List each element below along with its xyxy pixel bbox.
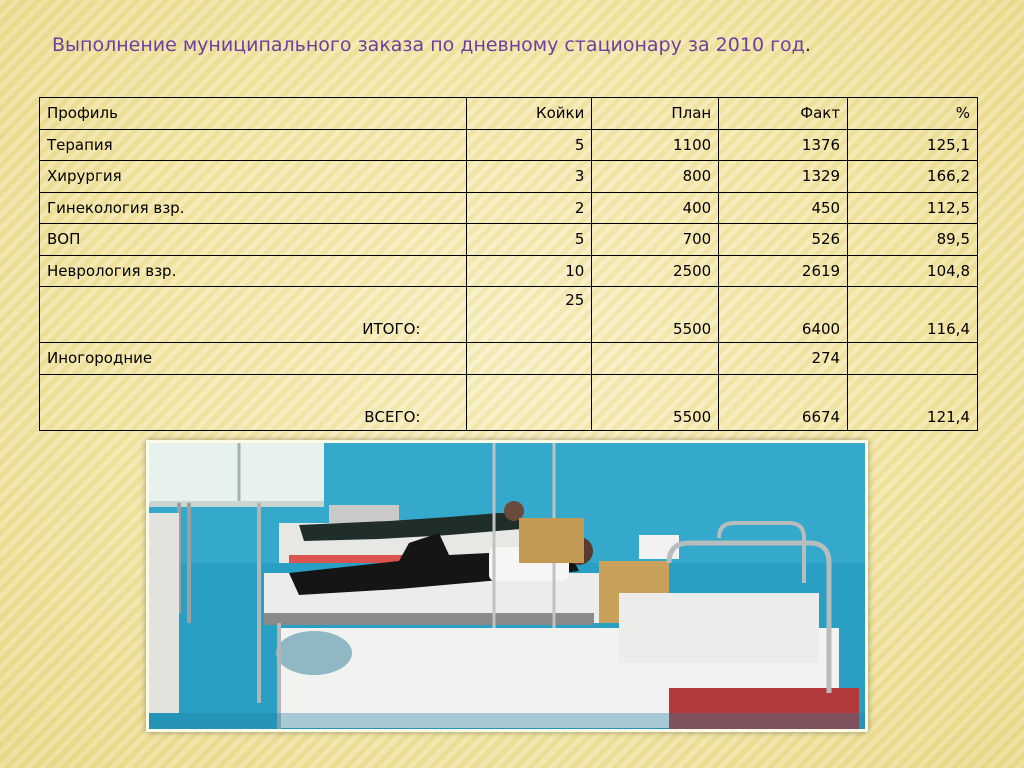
day-hospital-table [39, 97, 978, 431]
slide-title [52, 34, 992, 56]
header-plan: План [592, 98, 719, 130]
total-beds: 25 [467, 287, 592, 343]
grand-total-plan: 5500 [592, 374, 719, 430]
cell-beds: 2 [467, 192, 592, 224]
cell-percent: 166,2 [848, 161, 978, 193]
near-bed-pillow [619, 593, 819, 663]
out-of-town-label: Иногородние [40, 343, 467, 375]
cell-percent: 104,8 [848, 255, 978, 287]
header-beds: Койки [467, 98, 592, 130]
cell-plan: 1100 [592, 129, 719, 161]
table-row [40, 255, 978, 287]
slide-title-text: Выполнение муниципального заказа по дневному стационару за 2010 год [52, 34, 805, 56]
cell-plan: 800 [592, 161, 719, 193]
cell-plan: 700 [592, 224, 719, 256]
grand-total-row [40, 374, 978, 430]
left-bed [149, 513, 179, 713]
cell-fact: 450 [719, 192, 848, 224]
middle-bed-frame [264, 613, 594, 625]
table-row [40, 129, 978, 161]
header-fact: Факт [719, 98, 848, 130]
grand-total-percent: 121,4 [848, 374, 978, 430]
cell-beds: 3 [467, 161, 592, 193]
cell-fact: 2619 [719, 255, 848, 287]
table-row [40, 161, 978, 193]
cell-percent: 89,5 [848, 224, 978, 256]
cell-fact: 526 [719, 224, 848, 256]
cell-profile: Хирургия [40, 161, 467, 193]
cell-profile: Терапия [40, 129, 467, 161]
cell-plan: 2500 [592, 255, 719, 287]
cell-profile: Неврология взр. [40, 255, 467, 287]
out-of-town-beds [467, 343, 592, 375]
grand-total-label: ВСЕГО: [40, 374, 467, 430]
total-row [40, 287, 978, 343]
cell-profile: Гинекология взр. [40, 192, 467, 224]
grand-total-fact: 6674 [719, 374, 848, 430]
table-header-row [40, 98, 978, 130]
bedside-table-far [519, 518, 584, 563]
out-of-town-plan [592, 343, 719, 375]
cell-percent: 112,5 [848, 192, 978, 224]
total-plan: 5500 [592, 287, 719, 343]
out-of-town-fact: 274 [719, 343, 848, 375]
cell-beds: 10 [467, 255, 592, 287]
out-of-town-row [40, 343, 978, 375]
floor-shadow [149, 713, 865, 729]
table-row [40, 224, 978, 256]
cell-plan: 400 [592, 192, 719, 224]
grand-total-beds [467, 374, 592, 430]
hospital-ward-photo [146, 440, 868, 732]
cell-beds: 5 [467, 129, 592, 161]
cell-percent: 125,1 [848, 129, 978, 161]
cell-fact: 1329 [719, 161, 848, 193]
total-label: ИТОГО: [40, 287, 467, 343]
header-profile: Профиль [40, 98, 467, 130]
radiator [329, 505, 399, 523]
cell-beds: 5 [467, 224, 592, 256]
out-of-town-percent [848, 343, 978, 375]
towel [276, 631, 352, 675]
slide-title-period: . [804, 34, 811, 56]
window-sill [149, 501, 324, 507]
total-fact: 6400 [719, 287, 848, 343]
ward-illustration [149, 443, 865, 729]
table-row [40, 192, 978, 224]
total-percent: 116,4 [848, 287, 978, 343]
cell-profile: ВОП [40, 224, 467, 256]
cell-fact: 1376 [719, 129, 848, 161]
window [149, 443, 324, 505]
header-percent: % [848, 98, 978, 130]
